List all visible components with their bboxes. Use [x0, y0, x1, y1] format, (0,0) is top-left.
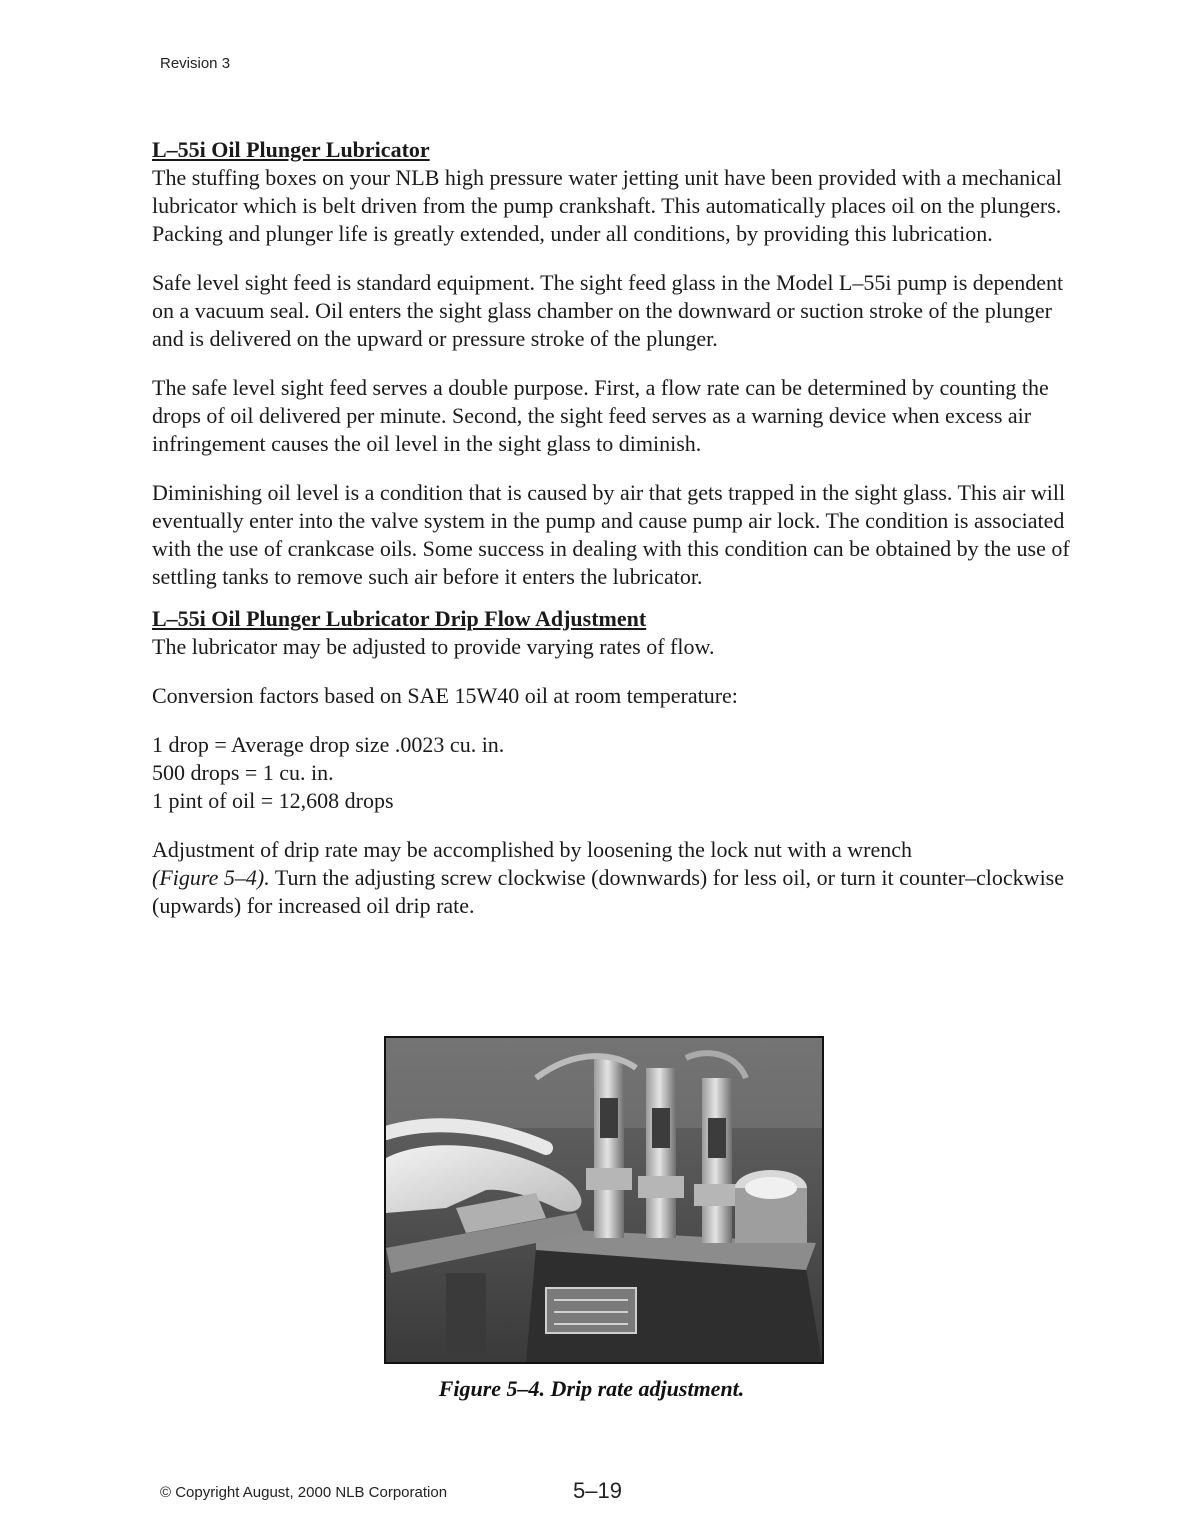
figure-reference-link[interactable]: (Figure 5–4). [152, 865, 270, 890]
figure-photo-drip-adjustment [384, 1036, 824, 1364]
paragraph-sight-feed: Safe level sight feed is standard equipment. The sight feed glass in the Model L–55i pump is dependent on a vacuum seal. Oil enters the sight glass chamber on the downward or suction stroke of the plunger and is delivered on the upward or pressure stroke of the plunger. [152, 270, 1064, 351]
conversion-item: 1 drop = Average drop size .0023 cu. in. [152, 732, 505, 757]
paragraph-conversion-intro: Conversion factors based on SAE 15W40 oil at room temperature: [152, 683, 738, 708]
paragraph-adjust-intro: The lubricator may be adjusted to provide varying rates of flow. [152, 634, 715, 659]
paragraph-double-purpose: The safe level sight feed serves a double purpose. First, a flow rate can be determined by counting the drops of oil delivered per minute. Second, the sight feed serves as a warning device when excess air infringement causes the oil level in the sight glass to diminish. [152, 375, 1049, 456]
section-title-drip-flow: L–55i Oil Plunger Lubricator Drip Flow Adjustment [152, 606, 647, 631]
revision-label: Revision 3 [160, 55, 231, 72]
footer-copyright: © Copyright August, 2000 NLB Corporation [160, 1484, 448, 1501]
paragraph-diminishing-oil: Diminishing oil level is a condition that is caused by air that gets trapped in the sight glass. This air will eventually enter into the valve system in the pump and cause pump air lock. The condition is associated with the use of crankcase oils. Some success in dealing with this condition can be obtained by the use of settling tanks to remove such air before it enters the lubricator. [152, 480, 1070, 589]
adjust-text-start: Adjustment of drip rate may be accomplished by loosening the lock nut with a wrench [152, 837, 913, 862]
conversion-item: 500 drops = 1 cu. in. [152, 760, 334, 785]
paragraph-adjust-drip-rate [152, 836, 1082, 920]
lubricator-photo-illustration [386, 1038, 822, 1362]
conversion-list [152, 731, 1082, 815]
main-content [152, 136, 1082, 941]
paragraph-stuffing-boxes: The stuffing boxes on your NLB high pressure water jetting unit have been provided with a mechanical lubricator which is belt driven from the pump crankshaft. This automatically places oil on the plungers. Packing and plunger life is greatly extended, under all conditions, by providing this lubrication. [152, 165, 1062, 246]
conversion-item: 1 pint of oil = 12,608 drops [152, 788, 394, 813]
figure-caption: Figure 5–4. Drip rate adjustment. [438, 1376, 745, 1401]
section-title-lubricator: L–55i Oil Plunger Lubricator [152, 137, 430, 162]
page-number: 5–19 [573, 1478, 622, 1503]
adjust-text-end: Turn the adjusting screw clockwise (downwards) for less oil, or turn it counter–clockwise (upwards) for increased oil drip rate. [152, 865, 1065, 918]
